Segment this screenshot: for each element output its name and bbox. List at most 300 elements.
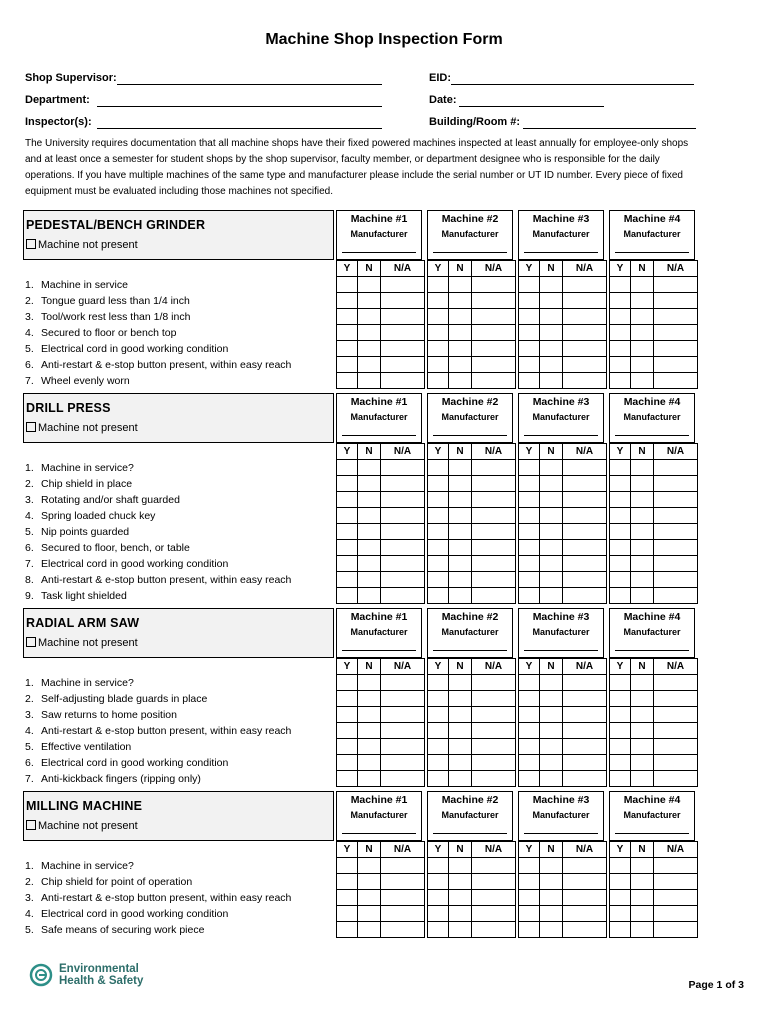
check-cell[interactable] (472, 540, 516, 556)
check-cell[interactable] (654, 325, 698, 341)
check-cell[interactable] (563, 373, 607, 389)
check-cell[interactable] (381, 755, 425, 771)
check-cell[interactable] (358, 771, 381, 787)
check-cell[interactable] (381, 341, 425, 357)
check-cell[interactable] (540, 524, 563, 540)
check-cell[interactable] (337, 572, 358, 588)
check-cell[interactable] (358, 906, 381, 922)
manufacturer-field[interactable] (524, 252, 598, 253)
check-cell[interactable] (654, 922, 698, 938)
check-cell[interactable] (428, 476, 449, 492)
check-cell[interactable] (428, 508, 449, 524)
check-cell[interactable] (381, 858, 425, 874)
check-cell[interactable] (610, 572, 631, 588)
check-cell[interactable] (428, 858, 449, 874)
machine-not-present-option[interactable] (26, 637, 138, 649)
check-cell[interactable] (358, 277, 381, 293)
check-cell[interactable] (654, 739, 698, 755)
check-cell[interactable] (337, 755, 358, 771)
check-cell[interactable] (428, 691, 449, 707)
check-cell[interactable] (358, 508, 381, 524)
eid-field[interactable] (451, 84, 694, 85)
check-cell[interactable] (358, 325, 381, 341)
check-cell[interactable] (358, 476, 381, 492)
check-cell[interactable] (449, 373, 472, 389)
check-cell[interactable] (381, 492, 425, 508)
check-cell[interactable] (563, 492, 607, 508)
check-cell[interactable] (631, 373, 654, 389)
check-cell[interactable] (449, 858, 472, 874)
check-cell[interactable] (610, 723, 631, 739)
check-cell[interactable] (563, 588, 607, 604)
check-cell[interactable] (610, 277, 631, 293)
check-cell[interactable] (540, 508, 563, 524)
check-cell[interactable] (631, 492, 654, 508)
check-cell[interactable] (358, 723, 381, 739)
check-cell[interactable] (631, 325, 654, 341)
check-cell[interactable] (381, 460, 425, 476)
check-cell[interactable] (381, 325, 425, 341)
check-cell[interactable] (563, 476, 607, 492)
check-cell[interactable] (381, 691, 425, 707)
check-cell[interactable] (449, 293, 472, 309)
check-cell[interactable] (540, 341, 563, 357)
check-cell[interactable] (449, 556, 472, 572)
check-cell[interactable] (358, 890, 381, 906)
check-cell[interactable] (610, 309, 631, 325)
check-cell[interactable] (449, 906, 472, 922)
department-field[interactable] (97, 106, 382, 107)
check-cell[interactable] (358, 707, 381, 723)
check-cell[interactable] (381, 572, 425, 588)
check-cell[interactable] (449, 524, 472, 540)
check-cell[interactable] (631, 540, 654, 556)
check-cell[interactable] (337, 357, 358, 373)
check-cell[interactable] (337, 874, 358, 890)
check-cell[interactable] (428, 492, 449, 508)
check-cell[interactable] (358, 341, 381, 357)
check-cell[interactable] (472, 739, 516, 755)
check-cell[interactable] (358, 357, 381, 373)
check-cell[interactable] (428, 556, 449, 572)
check-cell[interactable] (381, 723, 425, 739)
check-cell[interactable] (428, 890, 449, 906)
machine-not-present-checkbox[interactable] (26, 820, 36, 830)
check-cell[interactable] (358, 858, 381, 874)
manufacturer-field[interactable] (615, 252, 689, 253)
check-cell[interactable] (654, 524, 698, 540)
check-cell[interactable] (519, 771, 540, 787)
check-cell[interactable] (449, 691, 472, 707)
check-cell[interactable] (610, 325, 631, 341)
check-cell[interactable] (358, 373, 381, 389)
check-cell[interactable] (631, 691, 654, 707)
check-cell[interactable] (540, 691, 563, 707)
check-cell[interactable] (540, 460, 563, 476)
check-cell[interactable] (540, 556, 563, 572)
check-cell[interactable] (449, 922, 472, 938)
check-cell[interactable] (563, 460, 607, 476)
check-cell[interactable] (381, 922, 425, 938)
manufacturer-field[interactable] (433, 650, 507, 651)
check-cell[interactable] (631, 556, 654, 572)
check-cell[interactable] (449, 492, 472, 508)
machine-not-present-option[interactable] (26, 239, 138, 251)
check-cell[interactable] (563, 325, 607, 341)
check-cell[interactable] (472, 755, 516, 771)
check-cell[interactable] (610, 858, 631, 874)
check-cell[interactable] (654, 675, 698, 691)
check-cell[interactable] (563, 739, 607, 755)
check-cell[interactable] (472, 277, 516, 293)
check-cell[interactable] (519, 309, 540, 325)
check-cell[interactable] (654, 723, 698, 739)
check-cell[interactable] (631, 572, 654, 588)
check-cell[interactable] (563, 572, 607, 588)
check-cell[interactable] (540, 373, 563, 389)
manufacturer-field[interactable] (342, 650, 416, 651)
check-cell[interactable] (540, 675, 563, 691)
check-cell[interactable] (472, 723, 516, 739)
check-cell[interactable] (337, 906, 358, 922)
check-cell[interactable] (449, 707, 472, 723)
check-cell[interactable] (337, 492, 358, 508)
check-cell[interactable] (337, 691, 358, 707)
check-cell[interactable] (540, 492, 563, 508)
machine-not-present-checkbox[interactable] (26, 239, 36, 249)
check-cell[interactable] (654, 492, 698, 508)
check-cell[interactable] (449, 277, 472, 293)
check-cell[interactable] (610, 476, 631, 492)
check-cell[interactable] (358, 739, 381, 755)
check-cell[interactable] (381, 771, 425, 787)
manufacturer-field[interactable] (342, 252, 416, 253)
manufacturer-field[interactable] (615, 435, 689, 436)
check-cell[interactable] (610, 691, 631, 707)
check-cell[interactable] (449, 874, 472, 890)
check-cell[interactable] (337, 890, 358, 906)
check-cell[interactable] (654, 874, 698, 890)
check-cell[interactable] (472, 922, 516, 938)
check-cell[interactable] (472, 572, 516, 588)
check-cell[interactable] (337, 707, 358, 723)
check-cell[interactable] (631, 476, 654, 492)
check-cell[interactable] (337, 277, 358, 293)
check-cell[interactable] (610, 460, 631, 476)
check-cell[interactable] (654, 572, 698, 588)
check-cell[interactable] (449, 325, 472, 341)
check-cell[interactable] (610, 922, 631, 938)
check-cell[interactable] (428, 524, 449, 540)
check-cell[interactable] (563, 556, 607, 572)
check-cell[interactable] (519, 476, 540, 492)
check-cell[interactable] (449, 476, 472, 492)
check-cell[interactable] (631, 755, 654, 771)
check-cell[interactable] (654, 556, 698, 572)
check-cell[interactable] (519, 508, 540, 524)
check-cell[interactable] (519, 556, 540, 572)
check-cell[interactable] (631, 588, 654, 604)
check-cell[interactable] (449, 357, 472, 373)
check-cell[interactable] (358, 691, 381, 707)
check-cell[interactable] (428, 771, 449, 787)
check-cell[interactable] (540, 755, 563, 771)
check-cell[interactable] (428, 755, 449, 771)
check-cell[interactable] (428, 572, 449, 588)
check-cell[interactable] (631, 341, 654, 357)
check-cell[interactable] (519, 707, 540, 723)
check-cell[interactable] (563, 675, 607, 691)
check-cell[interactable] (472, 588, 516, 604)
check-cell[interactable] (381, 540, 425, 556)
check-cell[interactable] (563, 341, 607, 357)
check-cell[interactable] (337, 341, 358, 357)
check-cell[interactable] (519, 293, 540, 309)
check-cell[interactable] (631, 874, 654, 890)
check-cell[interactable] (563, 707, 607, 723)
check-cell[interactable] (610, 588, 631, 604)
check-cell[interactable] (654, 309, 698, 325)
check-cell[interactable] (428, 906, 449, 922)
check-cell[interactable] (337, 476, 358, 492)
check-cell[interactable] (472, 556, 516, 572)
check-cell[interactable] (654, 277, 698, 293)
check-cell[interactable] (540, 890, 563, 906)
check-cell[interactable] (610, 874, 631, 890)
check-cell[interactable] (519, 341, 540, 357)
check-cell[interactable] (631, 277, 654, 293)
check-cell[interactable] (358, 492, 381, 508)
check-cell[interactable] (472, 890, 516, 906)
check-cell[interactable] (449, 572, 472, 588)
check-cell[interactable] (610, 739, 631, 755)
check-cell[interactable] (519, 460, 540, 476)
check-cell[interactable] (563, 874, 607, 890)
check-cell[interactable] (631, 707, 654, 723)
check-cell[interactable] (519, 858, 540, 874)
check-cell[interactable] (540, 325, 563, 341)
check-cell[interactable] (337, 325, 358, 341)
check-cell[interactable] (610, 707, 631, 723)
check-cell[interactable] (472, 524, 516, 540)
check-cell[interactable] (631, 309, 654, 325)
check-cell[interactable] (358, 755, 381, 771)
check-cell[interactable] (631, 675, 654, 691)
check-cell[interactable] (337, 858, 358, 874)
check-cell[interactable] (610, 492, 631, 508)
check-cell[interactable] (540, 357, 563, 373)
check-cell[interactable] (540, 572, 563, 588)
check-cell[interactable] (540, 309, 563, 325)
date-field[interactable] (459, 106, 604, 107)
check-cell[interactable] (381, 906, 425, 922)
check-cell[interactable] (381, 675, 425, 691)
check-cell[interactable] (540, 293, 563, 309)
check-cell[interactable] (358, 460, 381, 476)
check-cell[interactable] (337, 556, 358, 572)
check-cell[interactable] (449, 460, 472, 476)
check-cell[interactable] (519, 922, 540, 938)
check-cell[interactable] (337, 588, 358, 604)
check-cell[interactable] (540, 476, 563, 492)
check-cell[interactable] (631, 293, 654, 309)
manufacturer-field[interactable] (433, 435, 507, 436)
manufacturer-field[interactable] (342, 435, 416, 436)
check-cell[interactable] (631, 357, 654, 373)
check-cell[interactable] (381, 277, 425, 293)
building-field[interactable] (523, 128, 696, 129)
check-cell[interactable] (654, 755, 698, 771)
check-cell[interactable] (428, 293, 449, 309)
check-cell[interactable] (654, 771, 698, 787)
check-cell[interactable] (519, 540, 540, 556)
check-cell[interactable] (654, 858, 698, 874)
check-cell[interactable] (472, 341, 516, 357)
check-cell[interactable] (472, 460, 516, 476)
check-cell[interactable] (428, 739, 449, 755)
manufacturer-field[interactable] (433, 252, 507, 253)
check-cell[interactable] (563, 755, 607, 771)
check-cell[interactable] (358, 874, 381, 890)
check-cell[interactable] (519, 691, 540, 707)
check-cell[interactable] (449, 890, 472, 906)
machine-not-present-option[interactable] (26, 820, 138, 832)
check-cell[interactable] (610, 293, 631, 309)
check-cell[interactable] (449, 755, 472, 771)
inspectors-field[interactable] (97, 128, 382, 129)
check-cell[interactable] (472, 492, 516, 508)
check-cell[interactable] (428, 357, 449, 373)
check-cell[interactable] (631, 723, 654, 739)
check-cell[interactable] (381, 309, 425, 325)
machine-not-present-option[interactable] (26, 422, 138, 434)
check-cell[interactable] (472, 293, 516, 309)
check-cell[interactable] (519, 357, 540, 373)
manufacturer-field[interactable] (524, 435, 598, 436)
check-cell[interactable] (358, 588, 381, 604)
check-cell[interactable] (472, 309, 516, 325)
manufacturer-field[interactable] (524, 833, 598, 834)
check-cell[interactable] (563, 906, 607, 922)
check-cell[interactable] (654, 691, 698, 707)
check-cell[interactable] (654, 906, 698, 922)
check-cell[interactable] (519, 277, 540, 293)
check-cell[interactable] (337, 293, 358, 309)
check-cell[interactable] (381, 357, 425, 373)
check-cell[interactable] (381, 707, 425, 723)
machine-not-present-checkbox[interactable] (26, 422, 36, 432)
check-cell[interactable] (631, 739, 654, 755)
check-cell[interactable] (449, 508, 472, 524)
check-cell[interactable] (654, 476, 698, 492)
check-cell[interactable] (449, 771, 472, 787)
check-cell[interactable] (472, 858, 516, 874)
check-cell[interactable] (519, 373, 540, 389)
check-cell[interactable] (381, 739, 425, 755)
check-cell[interactable] (337, 524, 358, 540)
check-cell[interactable] (631, 771, 654, 787)
check-cell[interactable] (358, 293, 381, 309)
check-cell[interactable] (631, 460, 654, 476)
check-cell[interactable] (519, 739, 540, 755)
check-cell[interactable] (610, 755, 631, 771)
check-cell[interactable] (631, 922, 654, 938)
check-cell[interactable] (654, 357, 698, 373)
check-cell[interactable] (449, 675, 472, 691)
check-cell[interactable] (381, 476, 425, 492)
check-cell[interactable] (428, 588, 449, 604)
check-cell[interactable] (449, 588, 472, 604)
check-cell[interactable] (610, 524, 631, 540)
check-cell[interactable] (428, 707, 449, 723)
check-cell[interactable] (519, 906, 540, 922)
check-cell[interactable] (519, 325, 540, 341)
check-cell[interactable] (519, 723, 540, 739)
check-cell[interactable] (428, 460, 449, 476)
check-cell[interactable] (631, 508, 654, 524)
check-cell[interactable] (610, 508, 631, 524)
check-cell[interactable] (610, 906, 631, 922)
check-cell[interactable] (337, 723, 358, 739)
check-cell[interactable] (381, 524, 425, 540)
check-cell[interactable] (654, 508, 698, 524)
check-cell[interactable] (472, 476, 516, 492)
check-cell[interactable] (428, 325, 449, 341)
check-cell[interactable] (563, 858, 607, 874)
check-cell[interactable] (381, 874, 425, 890)
check-cell[interactable] (540, 906, 563, 922)
check-cell[interactable] (610, 771, 631, 787)
check-cell[interactable] (358, 572, 381, 588)
check-cell[interactable] (358, 675, 381, 691)
check-cell[interactable] (381, 373, 425, 389)
check-cell[interactable] (519, 890, 540, 906)
check-cell[interactable] (449, 309, 472, 325)
check-cell[interactable] (654, 540, 698, 556)
check-cell[interactable] (654, 341, 698, 357)
check-cell[interactable] (654, 293, 698, 309)
check-cell[interactable] (449, 739, 472, 755)
check-cell[interactable] (449, 723, 472, 739)
check-cell[interactable] (540, 922, 563, 938)
check-cell[interactable] (472, 707, 516, 723)
check-cell[interactable] (428, 922, 449, 938)
check-cell[interactable] (563, 691, 607, 707)
check-cell[interactable] (337, 771, 358, 787)
check-cell[interactable] (337, 922, 358, 938)
check-cell[interactable] (428, 277, 449, 293)
check-cell[interactable] (519, 524, 540, 540)
check-cell[interactable] (563, 771, 607, 787)
check-cell[interactable] (610, 890, 631, 906)
check-cell[interactable] (472, 771, 516, 787)
check-cell[interactable] (337, 508, 358, 524)
check-cell[interactable] (631, 858, 654, 874)
check-cell[interactable] (563, 723, 607, 739)
check-cell[interactable] (337, 373, 358, 389)
check-cell[interactable] (337, 309, 358, 325)
check-cell[interactable] (563, 524, 607, 540)
check-cell[interactable] (472, 373, 516, 389)
check-cell[interactable] (540, 723, 563, 739)
check-cell[interactable] (540, 540, 563, 556)
check-cell[interactable] (428, 723, 449, 739)
check-cell[interactable] (540, 588, 563, 604)
check-cell[interactable] (358, 524, 381, 540)
machine-not-present-checkbox[interactable] (26, 637, 36, 647)
check-cell[interactable] (610, 556, 631, 572)
check-cell[interactable] (519, 675, 540, 691)
